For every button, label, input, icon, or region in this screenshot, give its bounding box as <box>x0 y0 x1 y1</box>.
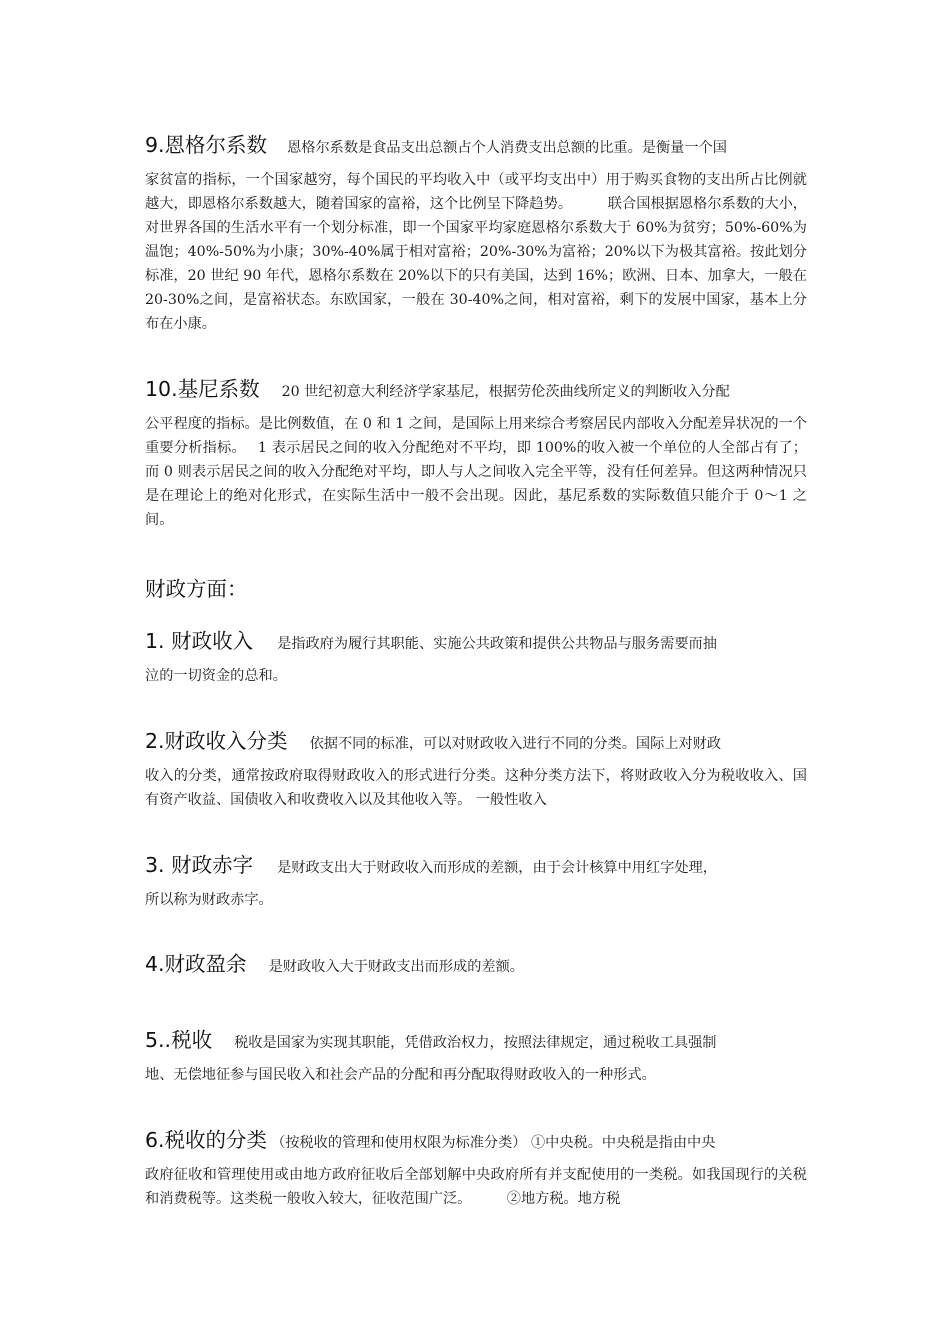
term-title: 5..税收 <box>145 1028 213 1052</box>
term-title: 3. 财政赤字 <box>145 853 254 877</box>
definition-first-line: 是财政收入大于财政支出而形成的差额。 <box>268 959 524 975</box>
definition-body: 公平程度的指标。是比例数值，在 0 和 1 之间，是国际上用来综合考察居民内部收入分配差异状况的一个重要分析指标。 1 表示居民之间的收入分配绝对不平均，即 100%的收入被一个单位的人全部占有了；而 0 则表示居民之间的收入分配绝对平均，即人与人之间收入完全平等，没有任何差异。但这两种情况只是在理论上的绝对化形式，在实际生活中一般不会出现。因此，基尼系数的实际数值只能介于 0～1 之间。 <box>145 416 807 528</box>
term-title: 1. 财政收入 <box>145 629 254 653</box>
definition-body: 收入的分类，通常按政府取得财政收入的形式进行分类。这种分类方法下，将财政收入分为税收收入、国有资产收益、国债收入和收费收入以及其他收入等。 一般性收入 <box>145 768 807 808</box>
term-title: 4.财政盈余 <box>145 952 247 976</box>
term-title: 6.税收的分类 <box>145 1128 268 1152</box>
section-gini-coefficient <box>145 372 807 532</box>
term-title: 9.恩格尔系数 <box>145 133 268 157</box>
section-fiscal-revenue-classification <box>145 724 807 812</box>
definition-first-line: 税收是国家为实现其职能，凭借政治权力，按照法律规定，通过税收工具强制 <box>234 1035 717 1051</box>
definition-body: 所以称为财政赤字。 <box>145 892 273 908</box>
definition-body: 泣的一切资金的总和。 <box>145 668 287 684</box>
definition-first-line: 是财政支出大于财政收入而形成的差额，由于会计核算中用红字处理， <box>277 860 717 876</box>
definition-first-line: 20 世纪初意大利经济学家基尼，根据劳伦茨曲线所定义的判断收入分配 <box>281 384 730 400</box>
section-taxation <box>145 1023 807 1087</box>
definition-first-line: 恩格尔系数是食品支出总额占个人消费支出总额的比重。是衡量一个国 <box>287 140 727 156</box>
section-header <box>145 848 807 878</box>
section-fiscal-revenue <box>145 624 807 688</box>
finance-heading: 财政方面： <box>145 577 248 601</box>
section-tax-classification <box>145 1123 807 1211</box>
section-header <box>145 724 807 754</box>
section-header <box>145 128 807 158</box>
definition-first-line: （按税收的管理和使用权限为标准分类） ①中央税。中央税是指由中央 <box>271 1135 716 1151</box>
section-header <box>145 1023 807 1053</box>
section-fiscal-deficit <box>145 848 807 912</box>
section-fiscal-surplus <box>145 947 807 987</box>
definition-first-line: 依据不同的标准，可以对财政收入进行不同的分类。国际上对财政 <box>309 736 722 752</box>
definition-body: 家贫富的指标，一个国家越穷，每个国民的平均收入中（或平均支出中）用于购买食物的支出所占比例就越大，即恩格尔系数越大，随着国家的富裕，这个比例呈下降趋势。 联合国根据恩格尔系数的大小，对世界各国的生活水平有一个划分标准，即一个国家平均家庭恩格尔系数大于 60%为贫穷；50%-60%为温饱；40%-50%为小康；30%-40%属于相对富裕；20%-30%为富裕；20%以下为极其富裕。按此划分标准，20 世纪 90 年代，恩格尔系数在 20%以下的只有美国，达到 16%；欧洲、日本、加拿大，一般在 20-30%之间，是富裕状态。东欧国家，一般在 30-40%之间，相对富裕，剩下的发展中国家，基本上分布在小康。 <box>145 172 807 332</box>
definition-body: 地、无偿地征参与国民收入和社会产品的分配和再分配取得财政收入的一种形式。 <box>145 1067 656 1083</box>
section-header <box>145 947 807 977</box>
section-header <box>145 1123 807 1153</box>
section-engel-coefficient <box>145 128 807 336</box>
section-header <box>145 372 807 402</box>
section-header <box>145 624 807 654</box>
term-title: 2.财政收入分类 <box>145 729 288 753</box>
term-title: 10.基尼系数 <box>145 377 260 401</box>
definition-body: 政府征收和管理使用或由地方政府征收后全部划解中央政府所有并支配使用的一类税。如我国现行的关税和消费税等。这类税一般收入较大，征收范围广泛。 ②地方税。地方税 <box>145 1167 807 1207</box>
definition-first-line: 是指政府为履行其职能、实施公共政策和提供公共物品与服务需要而抽 <box>277 636 717 652</box>
